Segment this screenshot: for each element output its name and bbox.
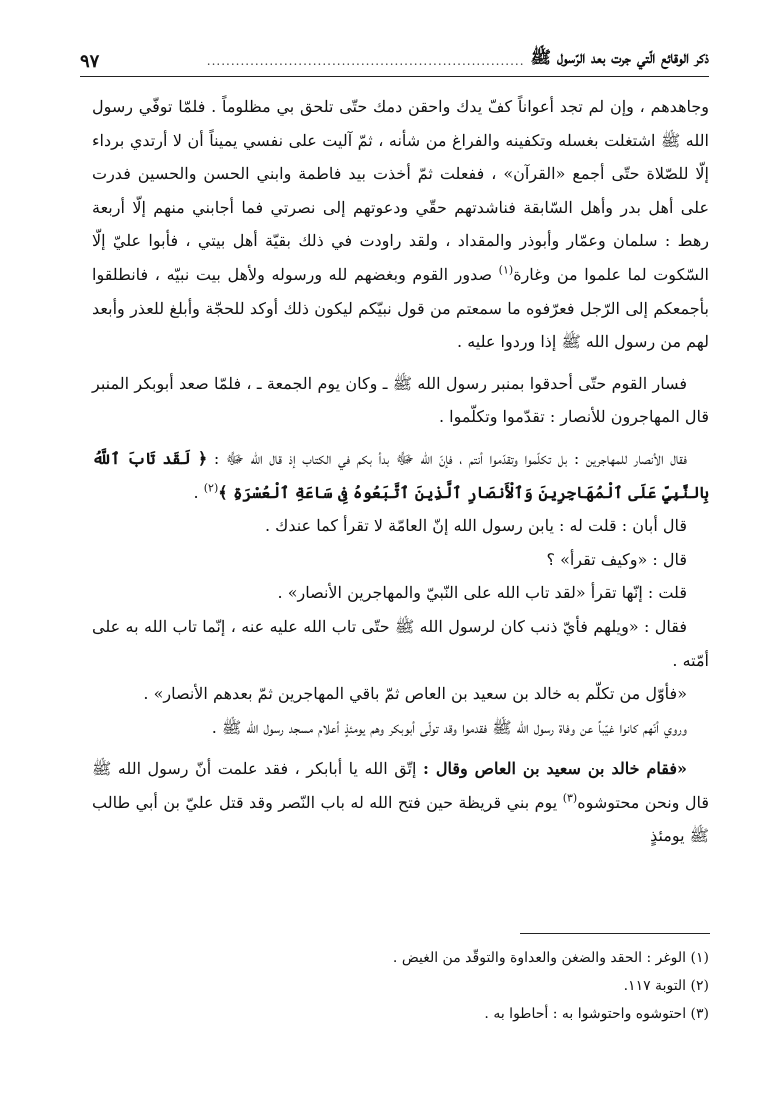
- paragraph-text: قال : «وكيف تقرأ» ؟: [546, 549, 687, 569]
- header-dot-leader: ..................................................................: [206, 54, 525, 68]
- paragraph-text: فسار القوم حتّى أحدقوا بمنبر رسول الله ﷺ ـ وكان يوم الجمعة ـ ، فلمّا صعد أبوبكر المنبر قال المهاجرون للأنصار : تقدّموا وتكلّموا .: [92, 373, 709, 427]
- paragraph-text: قال أبان : قلت له : يابن رسول الله إنّ العامّة لا تقرأ كما عندك .: [264, 516, 687, 536]
- footnote-ref: (٢): [203, 481, 219, 495]
- chapter-title: ذكر الوقائع الّتي جرت بعد الرّسول ﷺ: [530, 48, 709, 68]
- speaker-lead: «فقام خالد بن سعيد بن العاص وقال :: [422, 759, 687, 779]
- paragraph-1: [92, 90, 709, 359]
- footnote-2: (٢) التوبة ١١٧.: [623, 978, 709, 994]
- paragraph-text: «فأوّل من تكلّم به خالد بن سعيد بن العاص ثمّ باقي المهاجرين ثمّ بعدهم الأنصار» .: [143, 684, 687, 704]
- paragraph-3: [92, 442, 709, 509]
- paragraph-text: فقال : «ويلهم فأيّ ذنب كان لرسول الله ﷺ حتّى تاب الله عليه عنه ، إنّما تاب الله به على أمّته .: [92, 616, 709, 670]
- paragraph-9: [92, 711, 709, 745]
- paragraph-8: [92, 677, 709, 711]
- paragraph-text: صدور القوم وبغضهم لله ورسوله ولأهل بيت نبيّه ، فانطلقوا بأجمعكم إلى الرّجل فعرّفوه ما سمعتم من قول نبيّكم ليكون ذلك أوكد للحجّة وأبلغ للعذر وأبعد لهم من رسول الله ﷺ إذا وردوا عليه .: [92, 264, 709, 352]
- header-rule: [80, 76, 709, 77]
- footnote-3: (٣) احتوشوه واحتوشوا به : أحاطوا به .: [484, 1006, 709, 1022]
- paragraph-text: قلت : إنّها تقرأ «لقد تاب الله على النّبيّ والمهاجرين الأنصار» .: [277, 583, 687, 603]
- page-number: ٩٧: [80, 51, 100, 72]
- paragraph-text: وروي أنّهم كانوا غيّباً عن وفاة رسول الله ﷺ فقدموا وقد تولّى أبوبكر وهم يومئذٍ أعلام مسجد رسول الله ﷺ .: [211, 717, 687, 737]
- footnote-1: (١) الوغر : الحقد والضغن والعداوة والتوقّد من الغيض .: [392, 950, 709, 966]
- paragraph-text: وجاهدهم ، وإن لم تجد أعواناً كفّ يدك واحقن دمك حتّى تلحق بي مظلوماً . فلمّا توفّي رسول الله ﷺ اشتغلت بغسله وتكفينه والفراغ من شأنه ، ثمّ آليت على نفسي يميناً أن لا أرتدي برداء إلّا للصّلاة حتّى أجمع «القرآن» ، ففعلت ثمّ أخذت بيد فاطمة وابني الحسن والحسين فدرت على أهل بدر وأهل السّابقة فناشدتهم حقّي ودعوتهم إلى نصرتي فما أجابني منهم إلّا أربعة رهط : سلمان وعمّار وأبوذر والمقداد ، ولقد راودت في ذلك بقيّة أهل بيتي ، فأبوا عليّ إلّا السّكوت لما علموا من وغارة: [92, 97, 710, 284]
- footnotes: [120, 944, 709, 1028]
- paragraph-10: [92, 752, 709, 853]
- paragraph-7: [92, 610, 709, 677]
- quran-verse: ﴿ لَقَد تَابَ ٱللَّهُ بِالنَّبِيِّ عَلَى ٱلْمُهَاجِرِينَ وَٱلْأَنصَارِ ٱلَّذِينَ ٱتَّبَعُوهُ فِى سَاعَةِ ٱلْعُسْرَةِ ﴾: [92, 448, 709, 502]
- footnote-ref: (٣): [562, 791, 578, 805]
- paragraph-2: [92, 367, 709, 434]
- paragraph-text: إتّق الله يا أبابكر ، فقد علمت أنّ رسول الله ﷺ قال ونحن محتوشوه: [92, 759, 709, 812]
- paragraph-text: .: [193, 482, 204, 502]
- footnote-ref: (١): [498, 263, 514, 277]
- paragraph-6: [92, 576, 709, 610]
- paragraph-text: يوم بني قريظة حين فتح الله له باب النّصر وقد قتل عليّ بن أبي طالب ﷺ يومئذٍ: [92, 792, 709, 846]
- paragraph-5: [92, 543, 709, 577]
- running-header: [80, 44, 709, 72]
- paragraph-text: فقال الأنصار للمهاجرين : بل تكلّموا وتقدّموا أنتم ، فإنّ الله ﷻ بدأ بكم في الكتاب إذ قال الله ﷻ :: [207, 448, 687, 468]
- paragraph-4: [92, 509, 709, 543]
- main-text: [92, 90, 709, 853]
- footnote-rule: [520, 933, 710, 934]
